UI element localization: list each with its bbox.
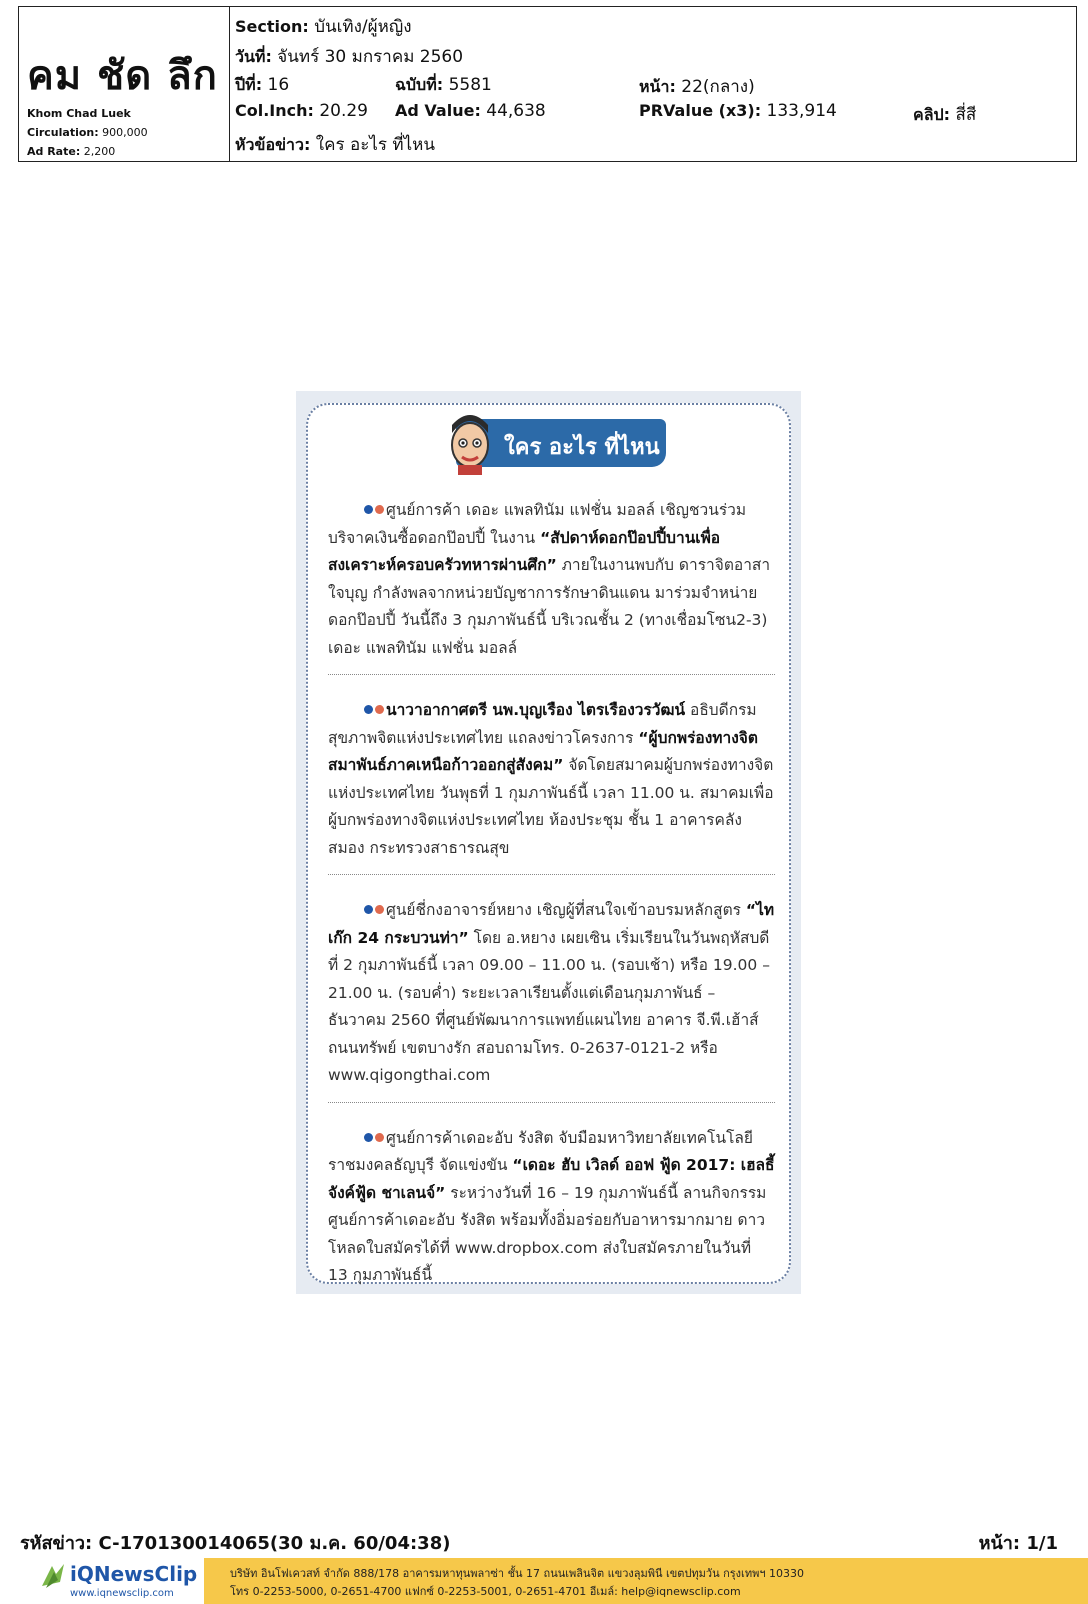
page-label: หน้า: (639, 77, 676, 96)
bullet-orange-icon (375, 505, 384, 514)
ad-value-value: 44,638 (486, 101, 546, 121)
prvalue-value: 133,914 (766, 101, 837, 121)
brand-name: iQNewsClip (70, 1562, 198, 1586)
publication-panel (19, 7, 230, 161)
item-text: อธิบดีกรมสุขภาพจิตแห่งประเทศไทย แถลงข่าวโครงการ (328, 701, 757, 747)
issue (395, 73, 492, 98)
circulation-label: Circulation: (27, 126, 99, 139)
publication-logo: คม ชัด ลึก (27, 53, 218, 99)
item-bold-text: “สัปดาห์ดอกป๊อปปี้บานเพื่อสงเคราะห์ครอบครัวทหารผ่านศึก” (328, 528, 721, 574)
news-code-label: รหัสข่าว: (20, 1533, 93, 1554)
issue-label: ฉบับที่: (395, 75, 444, 94)
colinch-label: Col.Inch: (235, 101, 314, 120)
item-text: ศูนย์การค้า เดอะ แพลทินัม แฟชั่น มอลล์ เชิญชวนร่วมบริจาคเงินซื้อดอกป๊อปปี้ ในงาน (328, 501, 747, 547)
issue-value: 5581 (448, 75, 492, 95)
date (235, 43, 463, 70)
headline-value: ใคร อะไร ที่ไหน (315, 135, 436, 155)
clipping-header (18, 6, 1077, 162)
divider (328, 1102, 775, 1103)
company-contact: โทร 0-2253-5000, 0-2651-4700 แฟกซ์ 0-2253-5001, 0-2651-4701 อีเมล์: help@iqnewsclip.com (230, 1585, 741, 1598)
item-bold-text: นาวาอากาศตรี นพ.บุญเรือง ไตรเรืองวรวัฒน์ (386, 701, 686, 719)
divider (328, 874, 775, 875)
article-frame (306, 403, 791, 1284)
ad-rate-label: Ad Rate: (27, 145, 81, 158)
ad-rate (27, 145, 115, 158)
page-number (979, 1528, 1058, 1557)
mascot-icon (444, 407, 496, 475)
item-text: ศูนย์การค้าเดอะอับ รังสิต จับมือมหาวิทยาลัยเทคโนโลยีราชมงคลธัญบุรี จัดแข่งขัน (328, 1128, 754, 1174)
ad-value (395, 101, 546, 121)
clip-type (913, 101, 976, 128)
ad-value-label: Ad Value: (395, 101, 481, 120)
column-banner (456, 419, 666, 467)
news-code-value: C-170130014065(30 ม.ค. 60/04:38) (98, 1533, 451, 1554)
clip-label: คลิป: (913, 105, 951, 124)
colinch-value: 20.29 (319, 101, 368, 121)
divider (328, 674, 775, 675)
page-number-label: หน้า: (978, 1533, 1021, 1554)
news-item (328, 1125, 775, 1302)
publication-name-en: Khom Chad Luek (27, 107, 131, 120)
circulation (27, 126, 148, 139)
date-value: จันทร์ 30 มกราคม 2560 (277, 47, 464, 67)
item-text: โดย อ.หยาง เผยเซิน เริ่มเรียนในวันพฤหัสบดีที่ 2 กุมภาพันธ์นี้ เวลา 09.00 – 11.00 น. (รอบเช้า) หรือ 19.00 – 21.00 น. (รอบค่ำ) ระยะเวลาเรียนตั้งแต่เดือนกุมภาพันธ์ – ธันวาคม 2560 ที่ศูนย์พัฒนาการแพทย์แผนไทย อาคาร จี.พี.เฮ้าส์ ถนนทรัพย์ เขตบางรัก สอบถามโทร. 0-2637-0121-2 หรือ www.qigongthai.com (328, 928, 770, 1084)
page-number-value: 1/1 (1026, 1533, 1058, 1554)
headline-label: หัวข้อข่าว: (235, 135, 311, 154)
company-address: บริษัท อินโฟเควสท์ จำกัด 888/178 อาคารมหาทุนพลาซ่า ชั้น 17 ถนนเพลินจิต แขวงลุมพินี เขตปทุมวัน กรุงเทพฯ 10330 (230, 1567, 804, 1580)
year-value: 16 (267, 75, 290, 95)
ad-rate-value: 2,200 (83, 145, 116, 158)
contact-panel (204, 1558, 1088, 1604)
iqnewsclip-logo-icon (38, 1560, 70, 1592)
item-bold-text: “เดอะ ฮับ เวิลด์ ออฟ ฟู้ด 2017: เฮลธี้ จังค์ฟู้ด ชาเลนจ์” (328, 1156, 775, 1202)
item-bold-text: “ไทเก๊ก 24 กระบวนท่า” (328, 901, 775, 947)
news-item (328, 897, 775, 1102)
footer-bar (0, 1558, 1088, 1604)
circulation-value: 900,000 (102, 126, 148, 139)
item-text: จัดโดยสมาคมผู้บกพร่องทางจิตแห่งประเทศไทย วันพุธที่ 1 กุมภาพันธ์นี้ เวลา 11.00 น. สมาคมเพื่อผู้บกพร่องทางจิตแห่งประเทศไทย ห้องประชุม ชั้น 1 อาคารคลังสมอง กระทรวงสาธารณสุข (328, 756, 774, 857)
colinch (235, 101, 368, 121)
news-items (328, 497, 775, 1302)
item-text: ศูนย์ชี่กงอาจารย์หยาง เชิญผู้ที่สนใจเข้าอบรมหลักสูตร (386, 901, 746, 919)
brand-website: www.iqnewsclip.com (70, 1588, 174, 1599)
bullet-blue-icon (364, 705, 373, 714)
year-label: ปีที่: (235, 75, 263, 94)
bullet-orange-icon (375, 705, 384, 714)
prvalue (639, 101, 837, 121)
bullet-blue-icon (364, 1133, 373, 1142)
prvalue-label: PRValue (x3): (639, 101, 762, 120)
page (639, 73, 755, 100)
news-item (328, 497, 775, 674)
item-bold-text: “ผู้บกพร่องทางจิตสมาพันธ์ภาคเหนือก้าวออกสู่สังคม” (328, 728, 758, 774)
bullet-blue-icon (364, 505, 373, 514)
clip-value: สี่สี (955, 105, 977, 125)
section (235, 13, 412, 40)
page-value: 22(กลาง) (681, 77, 755, 97)
bullet-blue-icon (364, 905, 373, 914)
article-clipping (296, 391, 801, 1294)
item-text: ภายในงานพบกับ ดาราจิตอาสาใจบุญ กำลังพลจากหน่วยบัญชาการรักษาดินแดน มาร่วมจำหน่ายดอกป๊อปปี้ วันนี้ถึง 3 กุมภาพันธ์นี้ บริเวณชั้น 2 (ทางเชื่อมโซน2-3) เดอะ แพลทินัม แฟชั่น มอลล์ (328, 556, 771, 657)
item-text: ระหว่างวันที่ 16 – 19 กุมภาพันธ์นี้ ลานกิจกรรม ศูนย์การค้าเดอะอับ รังสิต พร้อมทั้งอิ่มอร่อยกับอาหารมากมาย ดาวโหลดใบสมัครได้ที่ www.dropbox.com ส่งใบสมัครภายในวันที่ 13 กุมภาพันธ์นี้ (328, 1183, 767, 1284)
year (235, 73, 289, 98)
banner-title: ใคร อะไร ที่ไหน (504, 435, 660, 460)
date-label: วันที่: (235, 47, 272, 66)
news-item (328, 697, 775, 874)
bullet-orange-icon (375, 1133, 384, 1142)
section-label: Section: (235, 17, 309, 36)
news-code (20, 1528, 450, 1557)
headline (235, 131, 435, 158)
section-value: บันเทิง/ผู้หญิง (314, 17, 412, 37)
bullet-orange-icon (375, 905, 384, 914)
